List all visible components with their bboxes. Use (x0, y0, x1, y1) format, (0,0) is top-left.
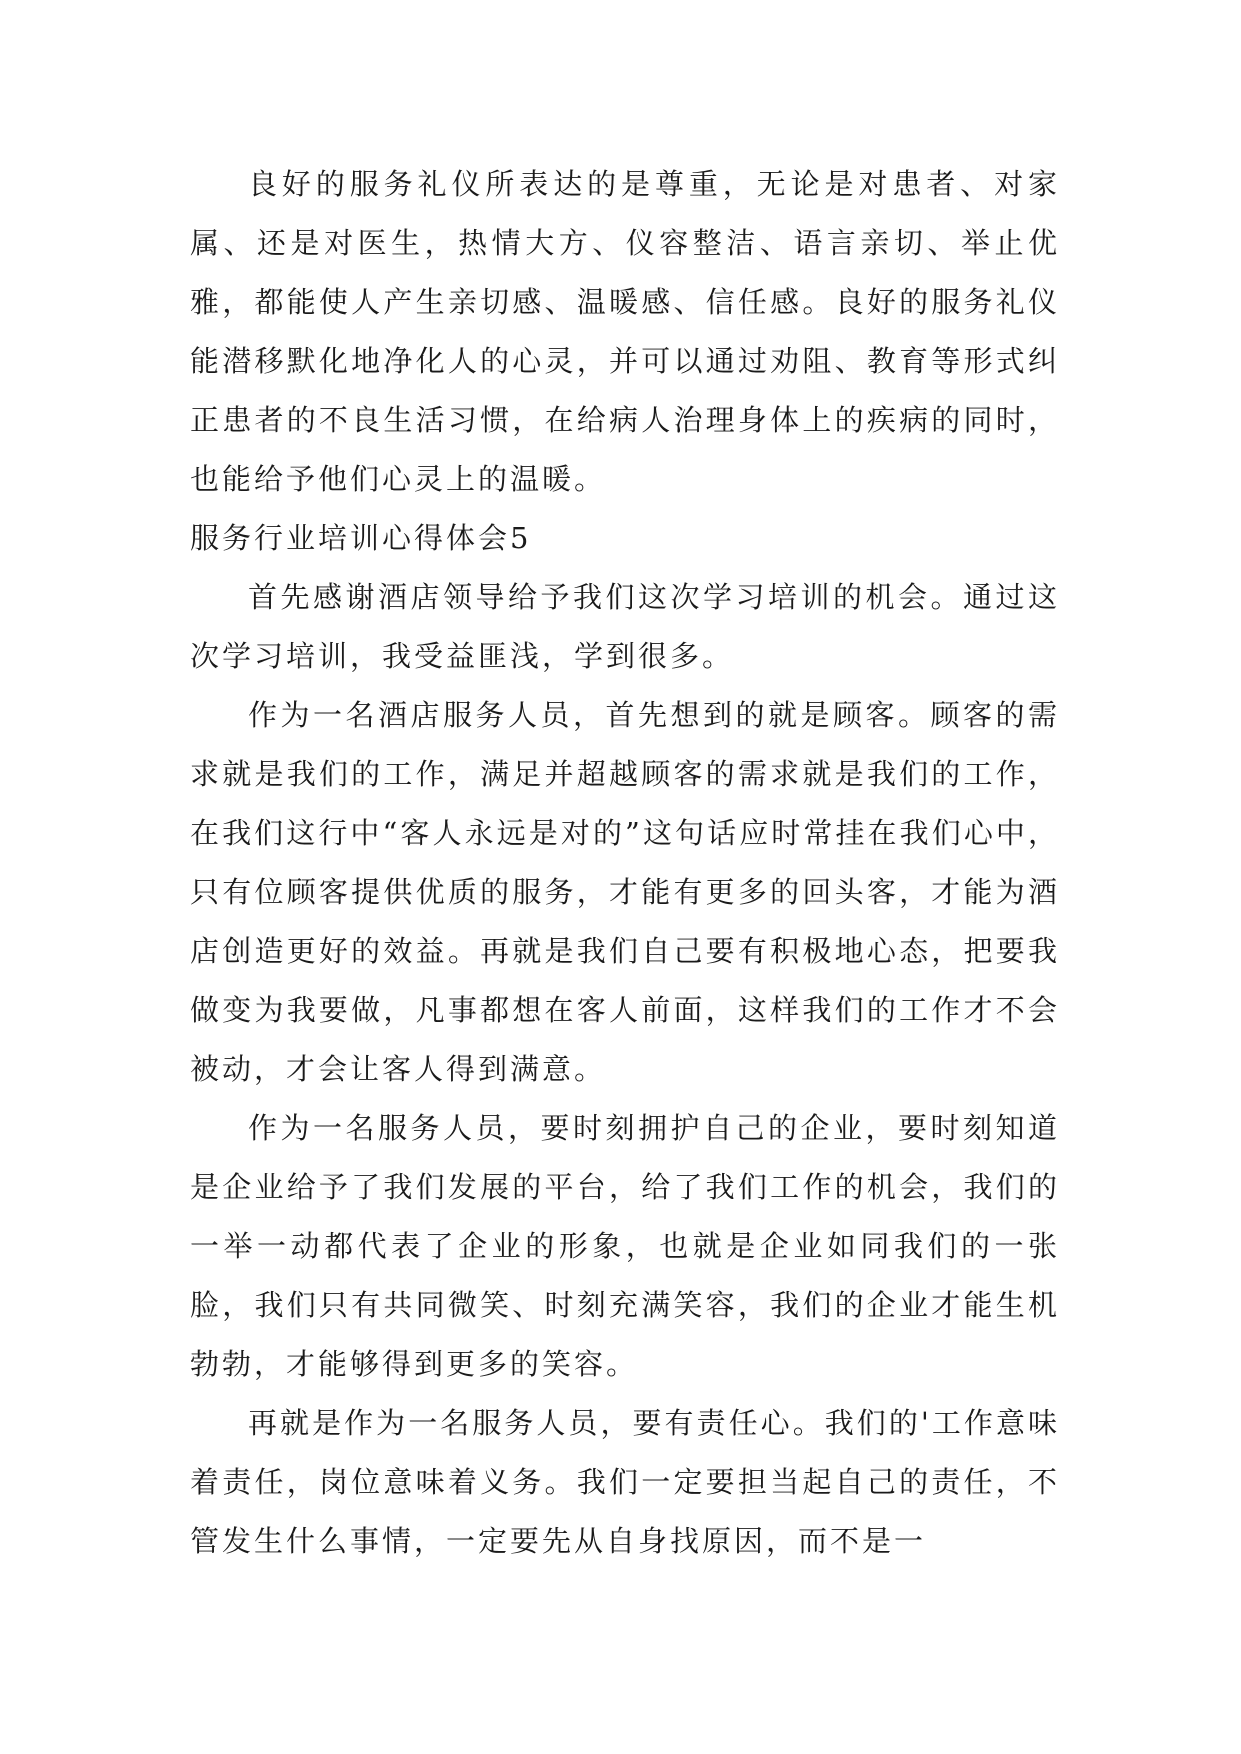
paragraph: 良好的服务礼仪所表达的是尊重，无论是对患者、对家属、还是对医生，热情大方、仪容整洁、语言亲切、举止优雅，都能使人产生亲切感、温暖感、信任感。良好的服务礼仪能潜移默化地净化人的心灵，并可以通过劝阻、教育等形式纠正患者的不良生活习惯，在给病人治理身体上的疾病的同时，也能给予他们心灵上的温暖。 (190, 167, 1060, 496)
paragraph: 再就是作为一名服务人员，要有责任心。我们的'工作意味着责任，岗位意味着义务。我们一定要担当起自己的责任，不管发生什么事情，一定要先从自身找原因，而不是一 (190, 1406, 1060, 1558)
paragraph: 首先感谢酒店领导给予我们这次学习培训的机会。通过这次学习培训，我受益匪浅，学到很多。 (190, 580, 1060, 673)
paragraph: 作为一名酒店服务人员，首先想到的就是顾客。顾客的需求就是我们的工作，满足并超越顾客的需求就是我们的工作，在我们这行中“客人永远是对的”这句话应时常挂在我们心中，只有位顾客提供优质的服务，才能有更多的回头客，才能为酒店创造更好的效益。再就是我们自己要有积极地心态，把要我做变为我要做，凡事都想在客人前面，这样我们的工作才不会被动，才会让客人得到满意。 (190, 698, 1060, 1086)
paragraph: 作为一名服务人员，要时刻拥护自己的企业，要时刻知道是企业给予了我们发展的平台，给了我们工作的机会，我们的一举一动都代表了企业的形象，也就是企业如同我们的一张脸，我们只有共同微笑、时刻充满笑容，我们的企业才能生机勃勃，才能够得到更多的笑容。 (190, 1111, 1060, 1381)
document-body (190, 155, 1060, 1571)
section-heading: 服务行业培训心得体会5 (190, 521, 532, 555)
